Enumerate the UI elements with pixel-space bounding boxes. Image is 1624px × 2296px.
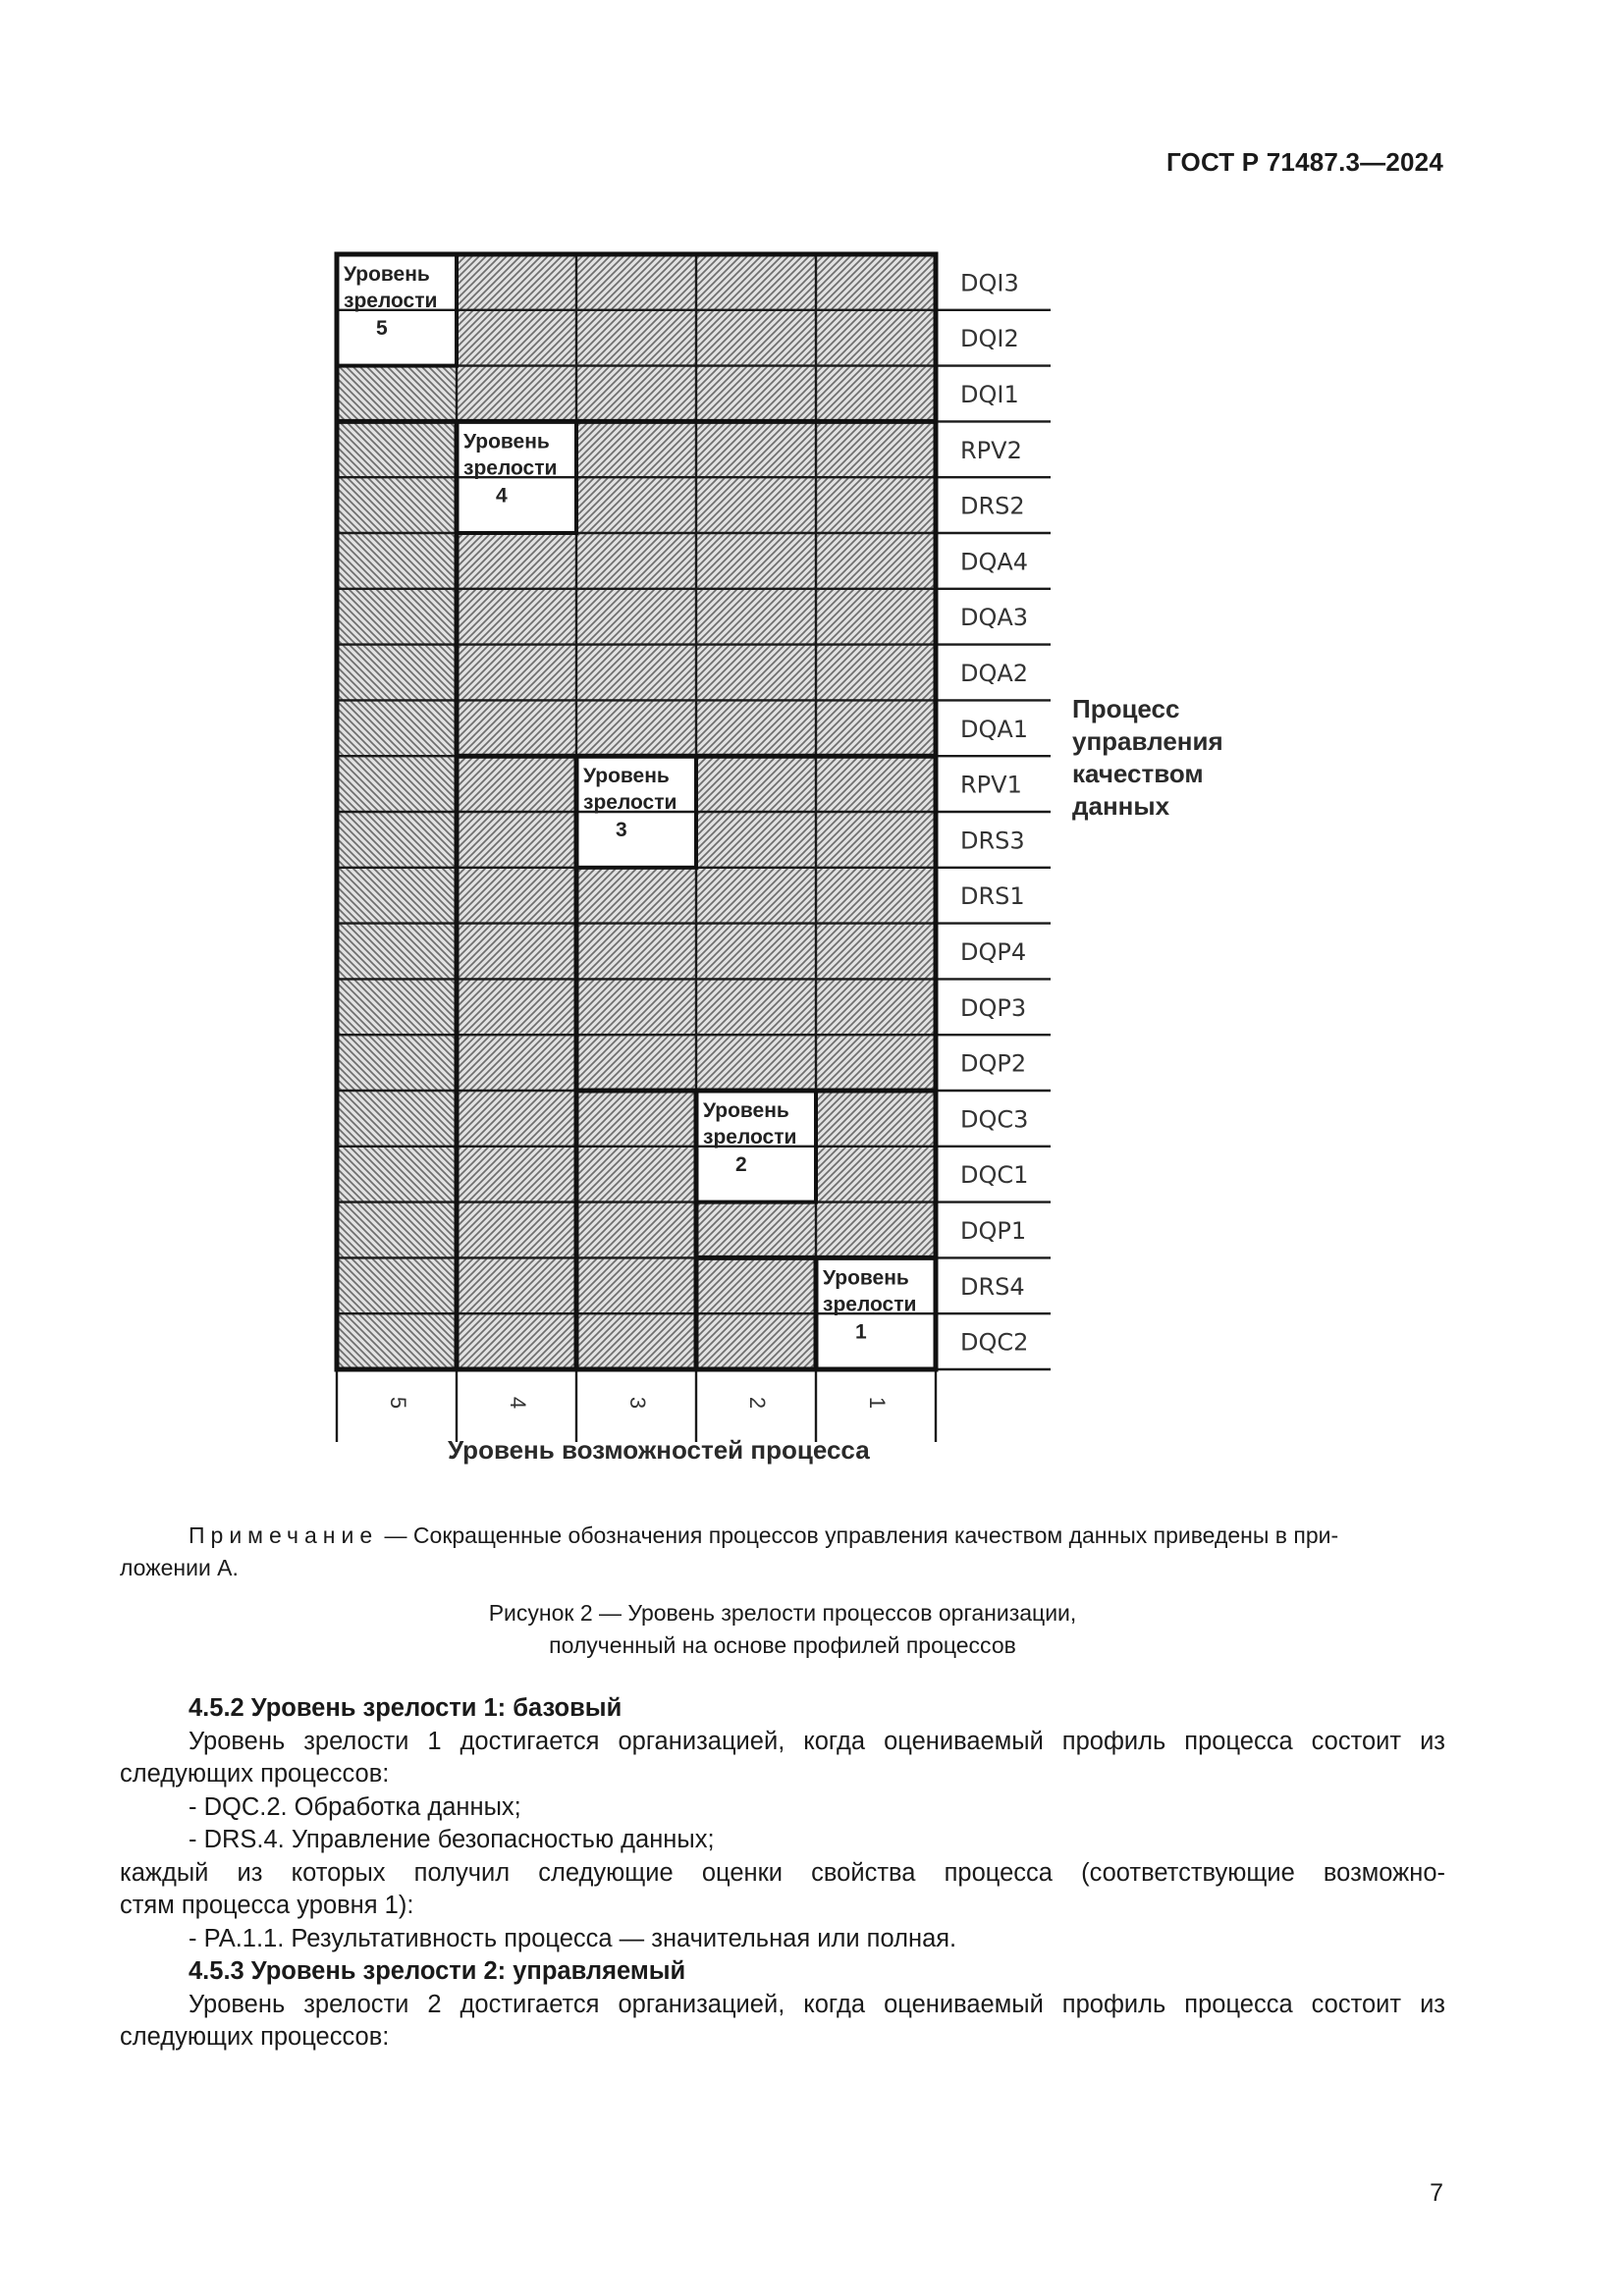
caption-line1: Рисунок 2 — Уровень зрелости процессов организации, — [488, 1600, 1077, 1626]
maturity-label-text: зрелости — [344, 290, 438, 312]
matrix-cell — [816, 1147, 936, 1202]
matrix-cell — [576, 1147, 696, 1202]
document-code: ГОСТ Р 71487.3—2024 — [1165, 147, 1443, 177]
matrix-cell — [337, 1035, 457, 1091]
matrix-cell — [816, 924, 936, 980]
matrix-cell — [457, 1035, 576, 1091]
matrix-cell — [576, 979, 696, 1035]
matrix-cell — [816, 812, 936, 868]
y-axis-title-line: Процесс — [1072, 694, 1180, 723]
matrix-cell — [576, 645, 696, 701]
y-axis-title-line: управления — [1072, 726, 1223, 756]
matrix-cell — [576, 812, 696, 868]
matrix-cell — [696, 700, 816, 756]
process-label: DQI2 — [960, 325, 1019, 353]
maturity-label-text: Уровень — [703, 1099, 789, 1122]
matrix-cell — [816, 477, 936, 533]
matrix-cell — [337, 366, 457, 422]
matrix-cell — [337, 924, 457, 980]
process-label: DQC3 — [960, 1105, 1029, 1134]
matrix-cell — [576, 1257, 696, 1313]
matrix-cell — [696, 589, 816, 645]
matrix-cell — [816, 1202, 936, 1258]
matrix-cell — [696, 421, 816, 477]
matrix-cell — [576, 1313, 696, 1369]
matrix-cell — [457, 700, 576, 756]
section-4-5-2-paragraph1-line1: Уровень зрелости 1 достигается организацией, когда оцениваемый профиль процесса состоит из — [189, 1727, 1445, 1755]
matrix-cell — [696, 924, 816, 980]
maturity-level-number: 2 — [735, 1153, 747, 1176]
matrix-cell — [337, 645, 457, 701]
matrix-cell — [576, 589, 696, 645]
matrix-cell — [816, 533, 936, 589]
matrix-cell — [696, 1035, 816, 1091]
matrix-cell — [576, 868, 696, 924]
maturity-label-text: Уровень — [823, 1266, 909, 1290]
matrix-cell — [696, 366, 816, 422]
matrix-cell — [816, 254, 936, 310]
matrix-cell — [576, 1035, 696, 1091]
matrix-cell — [816, 868, 936, 924]
list-item-dqc2: - DQC.2. Обработка данных; — [189, 1792, 521, 1821]
matrix-cell — [457, 812, 576, 868]
capability-level-label: 3 — [625, 1396, 651, 1410]
process-label: DQA1 — [960, 715, 1029, 743]
matrix-cell — [816, 700, 936, 756]
section-4-5-2-heading: 4.5.2 Уровень зрелости 1: базовый — [189, 1694, 623, 1722]
matrix-cell — [457, 1257, 576, 1313]
matrix-cell — [576, 310, 696, 366]
matrix-cell — [696, 1147, 816, 1202]
process-label: DRS2 — [960, 492, 1025, 520]
matrix-cell — [576, 477, 696, 533]
matrix-cell — [337, 1313, 457, 1369]
matrix-cell — [457, 756, 576, 812]
caption-line2: полученный на основе профилей процессов — [549, 1632, 1016, 1658]
matrix-cell — [696, 477, 816, 533]
capability-level-label: 1 — [865, 1396, 891, 1410]
matrix-cell — [457, 924, 576, 980]
matrix-cell — [696, 812, 816, 868]
matrix-cell — [576, 924, 696, 980]
section-4-5-3-paragraph1-line2: следующих процессов: — [120, 2023, 390, 2051]
matrix-cell — [457, 254, 576, 310]
matrix-cell — [696, 756, 816, 812]
process-label: DQP2 — [960, 1049, 1027, 1078]
matrix-cell — [337, 700, 457, 756]
maturity-label-text: зрелости — [823, 1293, 917, 1316]
capability-level-label: 2 — [745, 1396, 771, 1410]
maturity-label-text: Уровень — [583, 765, 670, 788]
capability-level-label: 5 — [386, 1396, 411, 1410]
section-4-5-2-paragraph2-line1: каждый из которых получил следующие оценки свойства процесса (соответствующие возможно- — [120, 1858, 1445, 1887]
matrix-cell — [696, 1257, 816, 1313]
matrix-cell — [337, 589, 457, 645]
matrix-cell — [816, 366, 936, 422]
matrix-cell — [457, 366, 576, 422]
matrix-cell — [337, 1147, 457, 1202]
matrix-cell — [816, 589, 936, 645]
matrix-cell — [457, 310, 576, 366]
matrix-cell — [337, 812, 457, 868]
x-axis-title: Уровень возможностей процесса — [448, 1435, 870, 1465]
matrix-cell — [816, 1313, 936, 1369]
matrix-cell — [337, 1202, 457, 1258]
matrix-cell — [337, 310, 457, 366]
matrix-cell — [576, 700, 696, 756]
matrix-cell — [696, 254, 816, 310]
maturity-level-number: 4 — [496, 484, 508, 507]
matrix-cell — [576, 421, 696, 477]
maturity-label-text: Уровень — [463, 430, 550, 454]
capability-level-label: 4 — [506, 1396, 531, 1410]
matrix-cell — [816, 310, 936, 366]
matrix-cell — [696, 533, 816, 589]
matrix-cell — [816, 645, 936, 701]
process-label: DRS3 — [960, 827, 1025, 855]
y-axis-title-line: качеством — [1072, 759, 1204, 788]
process-label: RPV2 — [960, 436, 1022, 464]
matrix-cell — [457, 645, 576, 701]
matrix-cell — [337, 1257, 457, 1313]
maturity-label-text: зрелости — [583, 791, 677, 815]
section-4-5-3-paragraph1-line1: Уровень зрелости 2 достигается организацией, когда оцениваемый профиль процесса состоит из — [189, 1990, 1445, 2018]
matrix-cell — [816, 756, 936, 812]
y-axis-title-line: данных — [1072, 791, 1170, 821]
matrix-cell — [696, 645, 816, 701]
maturity-level-number: 3 — [616, 819, 627, 842]
matrix-cell — [457, 533, 576, 589]
maturity-label-text: зрелости — [463, 456, 558, 480]
matrix-cell — [816, 979, 936, 1035]
matrix-cell — [816, 1091, 936, 1147]
matrix-cell — [576, 533, 696, 589]
process-label: DQI1 — [960, 381, 1019, 408]
matrix-cell — [816, 1035, 936, 1091]
matrix-cell — [696, 868, 816, 924]
matrix-cell — [457, 979, 576, 1035]
matrix-cell — [576, 254, 696, 310]
maturity-label-text: Уровень — [344, 263, 430, 286]
maturity-label-text: зрелости — [703, 1126, 797, 1148]
figure-note — [120, 1520, 1445, 1584]
section-4-5-2-paragraph2-line2: стям процесса уровня 1): — [120, 1892, 414, 1919]
matrix-cell — [337, 1091, 457, 1147]
process-label: DQP3 — [960, 993, 1027, 1022]
matrix-cell — [576, 1202, 696, 1258]
section-4-5-2 — [120, 1692, 1445, 2055]
matrix-cell — [337, 868, 457, 924]
list-item-pa11: - PA.1.1. Результативность процесса — значительная или полная. — [189, 1924, 957, 1952]
matrix-cell — [337, 477, 457, 533]
process-label: DQA2 — [960, 660, 1029, 687]
list-item-drs4: - DRS.4. Управление безопасностью данных; — [189, 1826, 715, 1853]
maturity-level-number: 1 — [855, 1320, 867, 1344]
matrix-cell — [457, 1313, 576, 1369]
matrix-cell — [696, 1202, 816, 1258]
process-label: DQP4 — [960, 938, 1027, 966]
figure-caption — [120, 1597, 1445, 1662]
matrix-cell — [457, 589, 576, 645]
matrix-cell — [337, 756, 457, 812]
matrix-cell — [337, 979, 457, 1035]
matrix-cell — [696, 310, 816, 366]
process-label: DRS4 — [960, 1272, 1025, 1301]
matrix-cell — [457, 1202, 576, 1258]
page-number: 7 — [1430, 2179, 1443, 2207]
matrix-cell — [696, 1313, 816, 1369]
note-label: Примечание — [189, 1522, 379, 1548]
process-label: RPV1 — [960, 771, 1022, 799]
matrix-cell — [457, 477, 576, 533]
matrix-cell — [457, 1091, 576, 1147]
matrix-cell — [457, 868, 576, 924]
process-label: DQC2 — [960, 1328, 1029, 1357]
matrix-cell — [696, 979, 816, 1035]
section-4-5-2-paragraph1-line2: следующих процессов: — [120, 1760, 390, 1788]
process-label: DQC1 — [960, 1161, 1029, 1190]
section-4-5-3-heading: 4.5.3 Уровень зрелости 2: управляемый — [189, 1957, 686, 1985]
process-label: DRS1 — [960, 882, 1025, 911]
process-label: DQA3 — [960, 604, 1029, 632]
matrix-cell — [457, 1147, 576, 1202]
maturity-level-number: 5 — [376, 317, 388, 340]
process-label: DQP1 — [960, 1217, 1027, 1245]
note-text-line2: ложении А. — [120, 1555, 239, 1580]
matrix-cell — [576, 1091, 696, 1147]
matrix-cell — [816, 421, 936, 477]
matrix-cell — [576, 366, 696, 422]
matrix-cell — [337, 533, 457, 589]
process-label: DQA4 — [960, 548, 1029, 576]
note-text-line1: — Сокращенные обозначения процессов управления качеством данных приведены в при- — [378, 1522, 1339, 1548]
process-label: DQI3 — [960, 269, 1019, 297]
matrix-cell — [337, 421, 457, 477]
